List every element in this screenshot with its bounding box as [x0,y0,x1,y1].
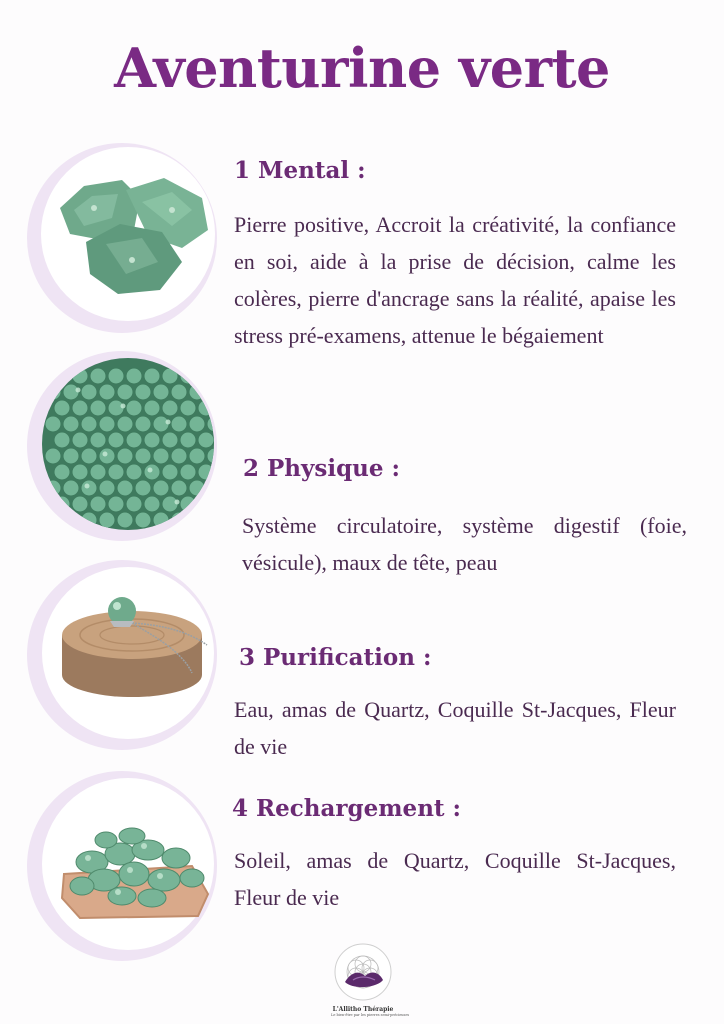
page-title: Aventurine verte [114,36,610,100]
brand-logo [331,942,410,1018]
rough-stones-image [22,138,222,338]
section-heading-purification: 3 Purification : [239,644,432,671]
pendant-on-wood-image [22,555,222,755]
section-text-purification: Eau, amas de Quartz, Coquille St-Jacques, Fleur de vie [234,697,676,759]
section-heading-rechargement: 4 Rechargement : [232,795,462,822]
section-text-rechargement: Soleil, amas de Quartz, Coquille St-Jacques, Fleur de vie [234,848,676,910]
bead-strands-image [22,346,222,546]
section-heading-mental: 1 Mental : [234,157,366,184]
section-text-physique: Système circulatoire, système digestif (foie, vésicule), maux de tête, peau [242,513,687,575]
brand-tagline: Le bien-être par les pierres semi-précieuses [331,1013,410,1017]
flower-of-life-icon [333,942,393,1002]
section-text-mental: Pierre positive, Accroit la créativité, la confiance en soi, aide à la prise de décision, calme les colères, pierre d'ancrage sans la réalité, apaise les stress pré-examens, attenue le bégaiement [234,212,676,348]
brand-name: L'Allitho Thérapie [332,1006,394,1013]
section-heading-physique: 2 Physique : [243,455,401,482]
tumbled-stones-image [22,766,222,966]
